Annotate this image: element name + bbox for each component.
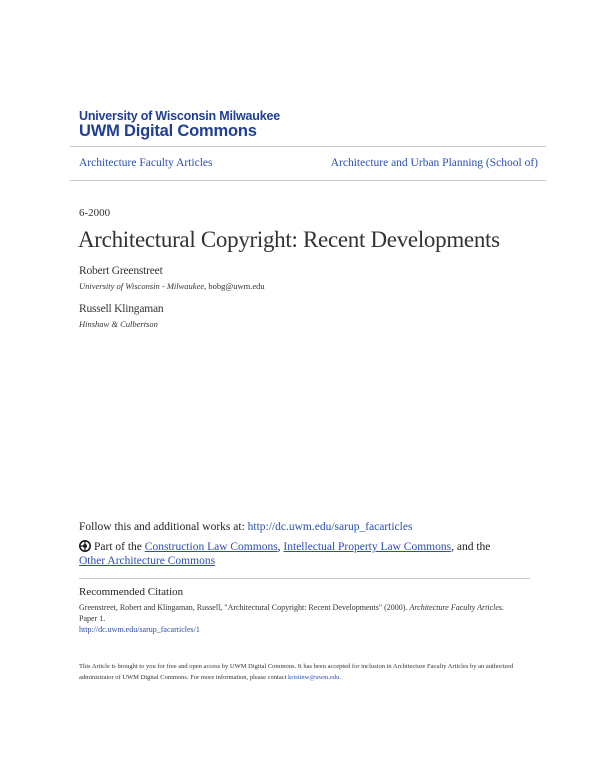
institution-name: University of Wisconsin Milwaukee (79, 109, 280, 123)
contact-email-link[interactable]: kristinw@uwm.edu (288, 674, 340, 681)
author-affiliation: Hinshaw & Culbertson (79, 319, 158, 329)
other-architecture-link[interactable]: Other Architecture Commons (79, 555, 216, 567)
header-divider (70, 146, 546, 147)
citation-paper: Paper 1. (79, 614, 106, 623)
citation-heading: Recommended Citation (79, 586, 184, 598)
nav-divider (70, 180, 546, 181)
citation-text: Greenstreet, Robert and Klingaman, Russell, "Architectural Copyright: Recent Developments" (2000). Architecture Faculty Articles. Paper 1. http://dc.uwm.edu/sarup_facarticles/1 (79, 603, 505, 634)
author-name: Robert Greenstreet (79, 265, 163, 277)
follow-text: Follow this and additional works at: (79, 521, 245, 533)
part-of-commons: Part of the Construction Law Commons, Intellectual Property Law Commons, and the Other Architecture Commons (79, 541, 491, 567)
affiliation-text: University of Wisconsin - Milwaukee (79, 281, 205, 291)
article-title: Architectural Copyright: Recent Developments (78, 227, 500, 252)
publication-date: 6-2000 (79, 207, 111, 219)
author-email: bobg@uwm.edu (208, 281, 265, 291)
citation-url-link[interactable]: http://dc.uwm.edu/sarup_facarticles/1 (79, 625, 200, 634)
network-icon (79, 540, 91, 552)
collection-link[interactable]: Architecture Faculty Articles (79, 157, 213, 169)
citation-journal: Architecture Faculty Articles. (409, 603, 505, 612)
part-of-prefix: Part of the (94, 541, 142, 553)
department-link[interactable]: Architecture and Urban Planning (School of) (330, 157, 538, 169)
construction-law-link[interactable]: Construction Law Commons (144, 541, 278, 553)
ip-law-link[interactable]: Intellectual Property Law Commons (283, 541, 452, 553)
citation-divider (79, 578, 530, 579)
footer-notice: This Article is brought to you for free and open access by UWM Digital Commons. It has been accepted for inclusion in Architecture Faculty Articles by an authorized administrator of UWM Digital Commons. For more information, please contact kristinw@uwm.edu. (79, 663, 514, 681)
collection-url-link[interactable]: http://dc.uwm.edu/sarup_facarticles (247, 521, 413, 533)
author-affiliation: University of Wisconsin - Milwaukee, bobg@uwm.edu (79, 281, 265, 291)
repository-name[interactable]: UWM Digital Commons (79, 122, 257, 140)
follow-line (79, 521, 412, 533)
author-name: Russell Klingaman (79, 303, 164, 315)
